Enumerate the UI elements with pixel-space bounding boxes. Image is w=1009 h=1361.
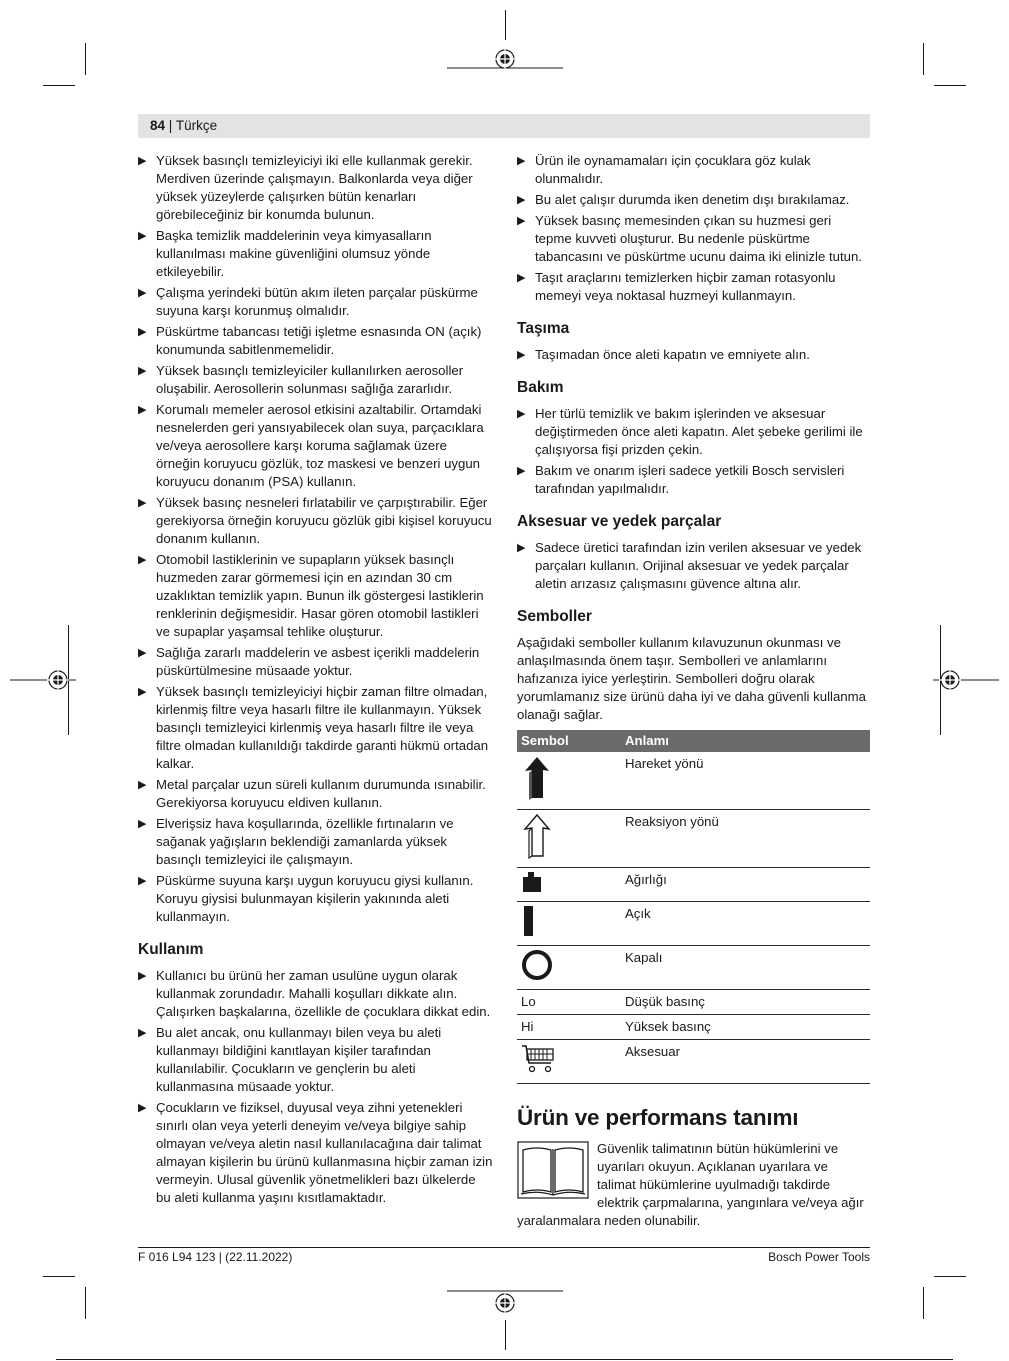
list-item: ▶ Otomobil lastiklerinin ve supapların yüksek basınçlı huzmeden zarar görmemesi için en azından 30 cm uzaklıktan temizlik yapın. Bunun ilk göstergesi lastiklerin renklerinin değişmesidir. Hasar gören otomobil lastikleri ve supaplar yaşamsal tehlike oluşturur. <box>138 552 484 639</box>
header-language: Türkçe <box>175 118 218 133</box>
bullet-arrow-icon: ▶ <box>517 542 526 554</box>
filled-arrow-icon <box>521 755 551 801</box>
symbol-text: Hi <box>517 1015 621 1040</box>
list-item: ▶ Püskürme suyuna karşı uygun koruyucu giysi kullanın. Koruyu giysisi bulunmayan kişilerin yakınında aleti kullanmayın. <box>138 873 474 924</box>
list-item: ▶ Bu alet çalışır durumda iken denetim dışı bırakılamaz. <box>517 192 850 207</box>
crop-mark <box>505 1320 506 1350</box>
footer-divider <box>138 1247 870 1248</box>
bullet-arrow-icon: ▶ <box>138 647 147 659</box>
symbol-meaning: Ağırlığı <box>621 868 870 902</box>
product-safety-text: Güvenlik talimatının bütün hükümlerini ve uyarıları okuyun. Açıklanan uyarılara ve talimat hükümlerine uyulmadığı takdirde elektrik çarpmalarına, yangınlara ve/veya ağır yaralanmalara neden olunabilir. <box>517 1141 864 1228</box>
table-header-row <box>517 730 870 752</box>
symbol-text: Lo <box>517 990 621 1015</box>
section-heading-tasima: Taşıma <box>517 320 570 337</box>
page-header <box>138 114 870 138</box>
list-item: ▶ Korumalı memeler aerosol etkisini azaltabilir. Ortamdaki nesnelerden geri yansıyabilecek olan suya, parçacıklara ve/veya aerosollere karşı koruma sağlamak üzere örneğin koruyucu gözlük, toz maskesi ve benzeri uygun koruyucu donanım (PSA) kullanın. <box>138 402 484 489</box>
list-item: ▶ Yüksek basınçlı temizleyiciyi iki elle kullanmak gerekir. Merdiven üzerinde çalışmayın. Balkonlarda veya diğer yüksek yüzeylerde çalışırken bütün kenarları görebileceğiniz bir konumda bulunun. <box>138 153 473 222</box>
bullet-arrow-icon: ▶ <box>138 365 147 377</box>
symbol-meaning: Yüksek basınç <box>621 1015 870 1040</box>
list-item: ▶ Yüksek basınçlı temizleyiciler kullanılırken aerosoller oluşabilir. Aerosollerin solunması sağlığa zararlıdır. <box>138 363 464 396</box>
bullet-arrow-icon: ▶ <box>517 349 526 361</box>
bullet-arrow-icon: ▶ <box>138 686 147 698</box>
outline-arrow-icon <box>521 813 551 859</box>
crop-mark <box>85 43 86 75</box>
footer-doc-id: F 016 L94 123 | (22.11.2022) <box>138 1250 293 1264</box>
table-row <box>517 868 870 902</box>
list-item: ▶ Taşımadan önce aleti kapatın ve emniyete alın. <box>517 347 810 362</box>
list-item: ▶ Çocukların ve fiziksel, duyusal veya zihni yetenekleri sınırlı olan veya yeterli deneyim ve/veya bilgiye sahip olmayan ve/veya aletin nasıl kullanılacağına dair talimat almayan kişilerin bu ürünü kullanmasına hiçbir zaman izin vermeyin. Ulusal güvenlik yönetmelikleri bazı ülkelerde bu aleti kullanma yaşını kısıtlamaktadır. <box>138 1100 493 1205</box>
bullet-arrow-icon: ▶ <box>138 554 147 566</box>
symbol-table <box>517 730 870 1084</box>
bullet-arrow-icon: ▶ <box>138 875 147 887</box>
bullet-arrow-icon: ▶ <box>517 215 526 227</box>
right-column <box>517 152 870 1230</box>
bullet-arrow-icon: ▶ <box>138 404 147 416</box>
registration-mark-icon <box>447 1288 563 1318</box>
list-item: ▶ Taşıt araçlarını temizlerken hiçbir zaman rotasyonlu memeyi veya noktasal huzmeyi kullanmayın. <box>517 270 836 303</box>
bullet-arrow-icon: ▶ <box>138 1102 147 1114</box>
bullet-arrow-icon: ▶ <box>517 272 526 284</box>
table-row <box>517 810 870 868</box>
bullet-arrow-icon: ▶ <box>517 465 526 477</box>
page-number: 84 <box>150 118 166 133</box>
list-item: ▶ Ürün ile oynamamaları için çocuklara göz kulak olunmalıdır. <box>517 153 811 186</box>
crop-mark <box>923 43 924 75</box>
bullet-arrow-icon: ▶ <box>138 497 147 509</box>
cart-icon <box>521 1043 557 1075</box>
crop-mark <box>85 1287 86 1319</box>
bullet-arrow-icon: ▶ <box>138 287 147 299</box>
column-header-meaning: Anlamı <box>621 730 870 752</box>
on-bar-icon <box>521 905 543 937</box>
bullet-arrow-icon: ▶ <box>138 1027 147 1039</box>
bullet-arrow-icon: ▶ <box>138 779 147 791</box>
list-item: ▶ Bakım ve onarım işleri sadece yetkili Bosch servisleri tarafından yapılmalıdır. <box>517 463 845 496</box>
crop-mark <box>934 85 966 86</box>
list-item: ▶ Sağlığa zararlı maddelerin ve asbest içerikli maddelerin püskürtülmesine müsaade yoktur. <box>138 645 480 678</box>
list-item: ▶ Başka temizlik maddelerinin veya kimyasalların kullanılması makine güvenliğini olumsuz yönde etkileyebilir. <box>138 228 432 279</box>
section-heading-semboller: Semboller <box>517 608 592 625</box>
symbol-meaning: Hareket yönü <box>621 752 870 810</box>
registration-mark-icon <box>10 665 76 695</box>
table-row <box>517 752 870 810</box>
bullet-arrow-icon: ▶ <box>138 326 147 338</box>
section-heading-kullanim: Kullanım <box>138 941 204 958</box>
section-heading-product: Ürün ve performans tanımı <box>517 1105 799 1130</box>
bullet-arrow-icon: ▶ <box>138 155 147 167</box>
list-item: ▶ Yüksek basınç nesneleri fırlatabilir ve çarpıştırabilir. Eğer gerekiyorsa örneğin koruyucu gözlük gibi kişisel koruyucu donanım kullanın. <box>138 495 492 546</box>
section-heading-bakim: Bakım <box>517 379 564 396</box>
list-item: ▶ Kullanıcı bu ürünü her zaman usulüne uygun olarak kullanmak zorundadır. Mahalli koşulları dikkate alın. Çalışırken başkalarına, özellikle de çocuklara dikkat edin. <box>138 968 491 1019</box>
symbol-meaning: Reaksiyon yönü <box>621 810 870 868</box>
list-item: ▶ Elverişsiz hava koşullarında, özellikle fırtınaların ve sağanak yağışların beklendiği zamanlarda yüksek basınçlı temizleyici ile çalışmayın. <box>138 816 454 867</box>
list-item: ▶ Bu alet ancak, onu kullanmayı bilen veya bu aleti kullanmayı bildiğini kanıtlayan kişiler tarafından kullanılabilir. Çocukların ve gençlerin bu aleti kullanmasına müsaade yoktur. <box>138 1025 442 1094</box>
symbol-meaning: Kapalı <box>621 946 870 990</box>
list-item: ▶ Metal parçalar uzun süreli kullanım durumunda ısınabilir. Gerekiyorsa koruyucu eldiven kullanın. <box>138 777 486 810</box>
table-row <box>517 1015 870 1040</box>
crop-mark <box>505 10 506 40</box>
list-item: ▶ Yüksek basınçlı temizleyiciyi hiçbir zaman filtre olmadan, kirlenmiş filtre veya hasarlı filtre ile kullanmayın. Yüksek basınçlı temizleyici kirlenmiş veya hasarlı filtre ile veya filtre olmadan kullanıldığı takdirde garanti hükmü ortadan kalkar. <box>138 684 489 771</box>
registration-mark-icon <box>447 44 563 74</box>
header-separator: | <box>168 118 173 133</box>
crop-mark <box>934 1276 966 1277</box>
list-item: ▶ Yüksek basınç memesinden çıkan su huzmesi geri tepme kuvveti oluşturur. Bu nedenle püskürtme tabancasını ve püskürtme ucunu daima iki elinizle tutun. <box>517 213 862 264</box>
list-item: ▶ Her türlü temizlik ve bakım işlerinden ve aksesuar değiştirmeden önce aleti kapatın. Alet şebeke gerilimi ile çalışıyorsa fişi prizden çekin. <box>517 406 863 457</box>
product-notice <box>517 1140 870 1230</box>
crop-mark <box>43 1276 75 1277</box>
list-item: ▶ Püskürtme tabancası tetiği işletme esnasında ON (açık) konumunda sabitlenmemelidir. <box>138 324 482 357</box>
crop-mark <box>923 1287 924 1319</box>
semboller-intro: Aşağıdaki semboller kullanım kılavuzunun okunması ve anlaşılmasında önem taşır. Sembolleri ve anlamlarını hafızanıza iyice yerleştirin. Sembolleri doğru olarak yorumlamanız size ürünü daha iyi ve daha güvenli kullanma olanağı sağlar. <box>517 635 866 722</box>
weight-icon <box>521 871 543 893</box>
bullet-arrow-icon: ▶ <box>138 818 147 830</box>
left-column <box>138 152 493 1210</box>
section-heading-aksesuar: Aksesuar ve yedek parçalar <box>517 513 722 530</box>
trim-line <box>56 1359 953 1360</box>
off-circle-icon <box>521 949 555 981</box>
list-item: ▶ Çalışma yerindeki bütün akım ileten parçalar püskürme suyuna karşı korunmuş olmalıdır. <box>138 285 478 318</box>
table-row <box>517 990 870 1015</box>
registration-mark-icon <box>933 665 999 695</box>
read-manual-book-icon <box>517 1140 589 1200</box>
footer-brand: Bosch Power Tools <box>768 1250 870 1264</box>
table-row <box>517 1040 870 1084</box>
table-row <box>517 946 870 990</box>
bullet-arrow-icon: ▶ <box>138 230 147 242</box>
symbol-meaning: Açık <box>621 902 870 946</box>
table-row <box>517 902 870 946</box>
symbol-meaning: Aksesuar <box>621 1040 870 1084</box>
bullet-arrow-icon: ▶ <box>138 970 147 982</box>
bullet-arrow-icon: ▶ <box>517 408 526 420</box>
column-header-symbol: Sembol <box>517 730 621 752</box>
symbol-meaning: Düşük basınç <box>621 990 870 1015</box>
crop-mark <box>43 85 75 86</box>
bullet-arrow-icon: ▶ <box>517 194 526 206</box>
list-item: ▶ Sadece üretici tarafından izin verilen aksesuar ve yedek parçaları kullanın. Orijinal aksesuar ve yedek parçalar aletin arızasız çalışmasını güvence altına alır. <box>517 540 862 591</box>
bullet-arrow-icon: ▶ <box>517 155 526 167</box>
